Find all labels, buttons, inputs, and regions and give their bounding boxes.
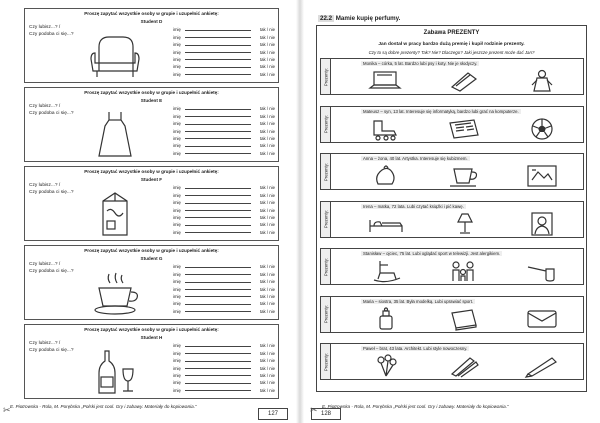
answer-row[interactable] [173, 190, 275, 197]
scissors-icon: ✂ [3, 405, 11, 415]
name-label: imię [173, 143, 181, 149]
rocking-chair-icon [363, 258, 409, 284]
card-student: Student G [140, 256, 163, 261]
name-label: imię [173, 150, 181, 156]
person-description: Maria – siostra, 35 lat. Była modelką. Lubi uprawiać sport. [363, 298, 474, 304]
yes-no-label: tak / nie [259, 372, 275, 378]
name-label: imię [173, 128, 181, 134]
name-label: imię [173, 56, 181, 62]
name-label: imię [173, 64, 181, 70]
name-label: imię [173, 135, 181, 141]
survey-card [24, 245, 279, 320]
name-write-line[interactable] [185, 124, 251, 125]
answer-row[interactable] [173, 220, 275, 227]
person-description: Monika – córka, 5 lat. Bardzo lubi psy i koty. Nie je słodyczy. [363, 61, 478, 66]
yes-no-label: tak / nie [259, 293, 275, 299]
book-spine [296, 0, 304, 423]
name-write-line[interactable] [185, 131, 251, 132]
person-description: Paweł – brat, 43 lata. Architekt. Lubi style nowoczesny. [363, 346, 468, 351]
person-description: Stanisław – ojciec, 75 lat. Lubi oglądać sport w telewizji. Jest alergikiem. [363, 251, 501, 256]
answer-row[interactable] [173, 363, 275, 370]
yes-no-label: tak / nie [259, 113, 275, 119]
name-label: imię [173, 27, 181, 33]
answer-row[interactable] [173, 119, 275, 126]
yes-no-label: tak / nie [259, 301, 275, 307]
yes-no-label: tak / nie [259, 56, 275, 62]
name-label: imię [173, 308, 181, 314]
person-description: Irena – matka, 72 lata. Lubi czytać książki i pić kawę. [363, 203, 464, 209]
game-question: Czy to są dobre prezenty? Tak? Nie? Dlaczego? Jaki jeszcze prezent może dać Jan? [368, 50, 535, 55]
yes-no-label: tak / nie [259, 71, 275, 77]
answer-row[interactable] [173, 134, 275, 141]
answer-row[interactable] [173, 262, 275, 269]
name-write-line[interactable] [185, 116, 251, 117]
gift-section [320, 201, 584, 238]
name-write-line[interactable] [185, 289, 251, 290]
name-label: imię [173, 271, 181, 277]
envelope-icon [519, 306, 565, 332]
pencils-icon [441, 353, 487, 379]
yes-no-label: tak / nie [259, 143, 275, 149]
name-label: imię [173, 222, 181, 228]
name-write-line[interactable] [185, 74, 251, 75]
yes-no-label: tak / nie [259, 150, 275, 156]
gifts-side-label: Prezenty: [321, 107, 331, 142]
answer-row[interactable] [173, 183, 275, 190]
lamp-icon [441, 211, 487, 237]
answer-row[interactable] [173, 62, 275, 69]
dress-icon [85, 110, 145, 158]
yes-no-label: tak / nie [259, 214, 275, 220]
painting-icon [519, 163, 565, 189]
answer-row[interactable] [173, 306, 275, 313]
name-label: imię [173, 42, 181, 48]
person-description: Mateusz – syn, 13 lat. Interesuje się informatyką, bardzo lubi grać na komputerze. [363, 108, 519, 114]
name-write-line[interactable] [185, 225, 251, 226]
answer-row[interactable] [173, 356, 275, 363]
answer-row[interactable] [173, 341, 275, 348]
answer-row[interactable] [173, 378, 275, 385]
page-number-right: 128 [311, 408, 341, 420]
answer-row[interactable] [173, 299, 275, 306]
perfume-icon [363, 306, 409, 332]
name-write-line[interactable] [185, 52, 251, 53]
name-write-line[interactable] [185, 210, 251, 211]
yes-no-label: tak / nie [259, 42, 275, 48]
name-label: imię [173, 380, 181, 386]
card-question: Czy lubisz...? / Czy podoba ci się...? [29, 25, 74, 37]
newspaper-icon [441, 116, 487, 142]
gifts-side-label: Prezenty: [321, 202, 331, 237]
coffee-cup-icon [85, 268, 145, 316]
wine-bottle-icon [85, 347, 145, 395]
answer-row[interactable] [173, 284, 275, 291]
name-write-line[interactable] [185, 267, 251, 268]
yes-no-label: tak / nie [259, 229, 275, 235]
yes-no-label: tak / nie [259, 34, 275, 40]
yes-no-label: tak / nie [259, 279, 275, 285]
name-write-line[interactable] [185, 296, 251, 297]
name-label: imię [173, 350, 181, 356]
name-label: imię [173, 372, 181, 378]
gifts-game-box [316, 25, 587, 392]
teacup-icon [441, 163, 487, 189]
survey-card [24, 166, 279, 241]
yes-no-label: tak / nie [259, 365, 275, 371]
name-write-line[interactable] [185, 153, 251, 154]
section-title [318, 15, 400, 22]
football-icon [519, 116, 565, 142]
answer-row[interactable] [173, 292, 275, 299]
answer-row[interactable] [173, 141, 275, 148]
answer-row[interactable] [173, 69, 275, 76]
name-write-line[interactable] [185, 138, 251, 139]
answer-row[interactable] [173, 198, 275, 205]
section-title-text: Mamie kupię perfumy. [335, 15, 401, 22]
name-label: imię [173, 293, 181, 299]
name-label: imię [173, 121, 181, 127]
name-write-line[interactable] [185, 274, 251, 275]
card-question: Czy lubisz...? / Czy podoba ci się...? [29, 262, 74, 274]
answer-row[interactable] [173, 40, 275, 47]
answer-row[interactable] [173, 385, 275, 392]
scissors-icon: ✂ [310, 405, 318, 415]
name-write-line[interactable] [185, 203, 251, 204]
name-label: imię [173, 200, 181, 206]
gifts-side-label: Prezenty: [321, 154, 331, 189]
yes-no-label: tak / nie [259, 200, 275, 206]
survey-card [24, 8, 279, 83]
answer-row[interactable] [173, 269, 275, 276]
yes-no-label: tak / nie [259, 207, 275, 213]
name-write-line[interactable] [185, 368, 251, 369]
name-label: imię [173, 192, 181, 198]
yes-no-label: tak / nie [259, 49, 275, 55]
answer-row[interactable] [173, 348, 275, 355]
game-title: Zabawa PREZENTY [423, 30, 480, 36]
name-write-line[interactable] [185, 146, 251, 147]
yes-no-label: tak / nie [259, 343, 275, 349]
name-label: imię [173, 264, 181, 270]
name-write-line[interactable] [185, 45, 251, 46]
yes-no-label: tak / nie [259, 106, 275, 112]
phone-icon [441, 68, 487, 94]
name-write-line[interactable] [185, 353, 251, 354]
name-write-line[interactable] [185, 282, 251, 283]
yes-no-label: tak / nie [259, 27, 275, 33]
name-label: imię [173, 71, 181, 77]
pipe-icon [519, 258, 565, 284]
name-label: imię [173, 286, 181, 292]
yes-no-label: tak / nie [259, 128, 275, 134]
family-icon [441, 258, 487, 284]
skates-icon [363, 116, 409, 142]
name-write-line[interactable] [185, 67, 251, 68]
name-label: imię [173, 34, 181, 40]
answer-row[interactable] [173, 55, 275, 62]
name-label: imię [173, 185, 181, 191]
name-label: imię [173, 358, 181, 364]
game-intro: Jan dostał w pracy bardzo dużą premię i kupił rodzinie prezenty. [378, 42, 525, 47]
person-description: Anna – żona, 40 lat. Artystka. Interesuje się kubizmem. [363, 156, 468, 161]
answer-row[interactable] [173, 126, 275, 133]
pen-icon [519, 353, 565, 379]
card-student: Student F [140, 177, 163, 182]
card-question: Czy lubisz...? / Czy podoba ci się...? [29, 104, 74, 116]
name-write-line[interactable] [185, 390, 251, 391]
yes-no-label: tak / nie [259, 192, 275, 198]
card-student: Student H [140, 335, 163, 340]
gifts-side-label: Prezenty: [321, 344, 331, 379]
answer-row[interactable] [173, 148, 275, 155]
name-write-line[interactable] [185, 232, 251, 233]
name-write-line[interactable] [185, 361, 251, 362]
name-write-line[interactable] [185, 217, 251, 218]
card-heading: Proszę zapytać wszystkie osoby w grupie i uzupełnić ankietę: [84, 327, 219, 332]
doll-icon [519, 68, 565, 94]
milk-carton-icon [85, 189, 145, 237]
card-heading: Proszę zapytać wszystkie osoby w grupie i uzupełnić ankietę: [84, 169, 219, 174]
gifts-side-label: Prezenty: [321, 59, 331, 94]
survey-card [24, 324, 279, 399]
name-write-line[interactable] [185, 188, 251, 189]
yes-no-label: tak / nie [259, 350, 275, 356]
name-label: imię [173, 279, 181, 285]
name-label: imię [173, 207, 181, 213]
laptop-icon [363, 68, 409, 94]
answer-row[interactable] [173, 25, 275, 32]
card-heading: Proszę zapytać wszystkie osoby w grupie i uzupełnić ankietę: [84, 11, 219, 16]
yes-no-label: tak / nie [259, 64, 275, 70]
answer-row[interactable] [173, 277, 275, 284]
name-label: imię [173, 106, 181, 112]
name-label: imię [173, 49, 181, 55]
name-write-line[interactable] [185, 375, 251, 376]
gift-section [320, 106, 584, 143]
name-label: imię [173, 113, 181, 119]
bed-icon [363, 211, 409, 237]
survey-card [24, 87, 279, 162]
scarf-icon [363, 163, 409, 189]
card-heading: Proszę zapytać wszystkie osoby w grupie i uzupełnić ankietę: [84, 248, 219, 253]
yes-no-label: tak / nie [259, 308, 275, 314]
name-write-line[interactable] [185, 311, 251, 312]
name-label: imię [173, 387, 181, 393]
name-label: imię [173, 301, 181, 307]
gifts-side-label: Prezenty: [321, 249, 331, 284]
gift-section [320, 343, 584, 380]
flowers-icon [363, 353, 409, 379]
name-write-line[interactable] [185, 346, 251, 347]
name-write-line[interactable] [185, 304, 251, 305]
answer-row[interactable] [173, 371, 275, 378]
name-label: imię [173, 365, 181, 371]
card-student: Student E [140, 98, 163, 103]
answer-row[interactable] [173, 32, 275, 39]
yes-no-label: tak / nie [259, 264, 275, 270]
name-label: imię [173, 229, 181, 235]
yes-no-label: tak / nie [259, 271, 275, 277]
yes-no-label: tak / nie [259, 387, 275, 393]
name-write-line[interactable] [185, 109, 251, 110]
yes-no-label: tak / nie [259, 135, 275, 141]
yes-no-label: tak / nie [259, 358, 275, 364]
name-write-line[interactable] [185, 30, 251, 31]
name-write-line[interactable] [185, 195, 251, 196]
portrait-icon [519, 211, 565, 237]
gift-section [320, 58, 584, 95]
answer-row[interactable] [173, 47, 275, 54]
name-label: imię [173, 343, 181, 349]
yes-no-label: tak / nie [259, 185, 275, 191]
page-number-left: 127 [258, 408, 288, 420]
gifts-side-label: Prezenty: [321, 297, 331, 332]
footer-left: E. Piotrowska - Rola, M. Porębska „Polski jest cool. Gry i zabawy. Materiały do kopiowania.” [10, 404, 197, 409]
card-heading: Proszę zapytać wszystkie osoby w grupie i uzupełnić ankietę: [84, 90, 219, 95]
gift-section [320, 248, 584, 285]
yes-no-label: tak / nie [259, 121, 275, 127]
yes-no-label: tak / nie [259, 380, 275, 386]
book-icon [441, 306, 487, 332]
name-write-line[interactable] [185, 37, 251, 38]
name-write-line[interactable] [185, 383, 251, 384]
card-question: Czy lubisz...? / Czy podoba ci się...? [29, 341, 74, 353]
armchair-icon [85, 31, 145, 79]
answer-row[interactable] [173, 111, 275, 118]
footer-right: E. Piotrowska - Rola, M. Porębska „Polski jest cool. Gry i zabawy. Materiały do kopiowania.” [322, 404, 509, 409]
yes-no-label: tak / nie [259, 286, 275, 292]
answer-row[interactable] [173, 213, 275, 220]
answer-row[interactable] [173, 205, 275, 212]
card-student: Student D [140, 19, 163, 24]
gift-section [320, 153, 584, 190]
answer-row[interactable] [173, 227, 275, 234]
card-question: Czy lubisz...? / Czy podoba ci się...? [29, 183, 74, 195]
name-write-line[interactable] [185, 59, 251, 60]
section-number: 22.2 [320, 15, 333, 22]
yes-no-label: tak / nie [259, 222, 275, 228]
answer-row[interactable] [173, 104, 275, 111]
name-label: imię [173, 214, 181, 220]
gift-section [320, 296, 584, 333]
